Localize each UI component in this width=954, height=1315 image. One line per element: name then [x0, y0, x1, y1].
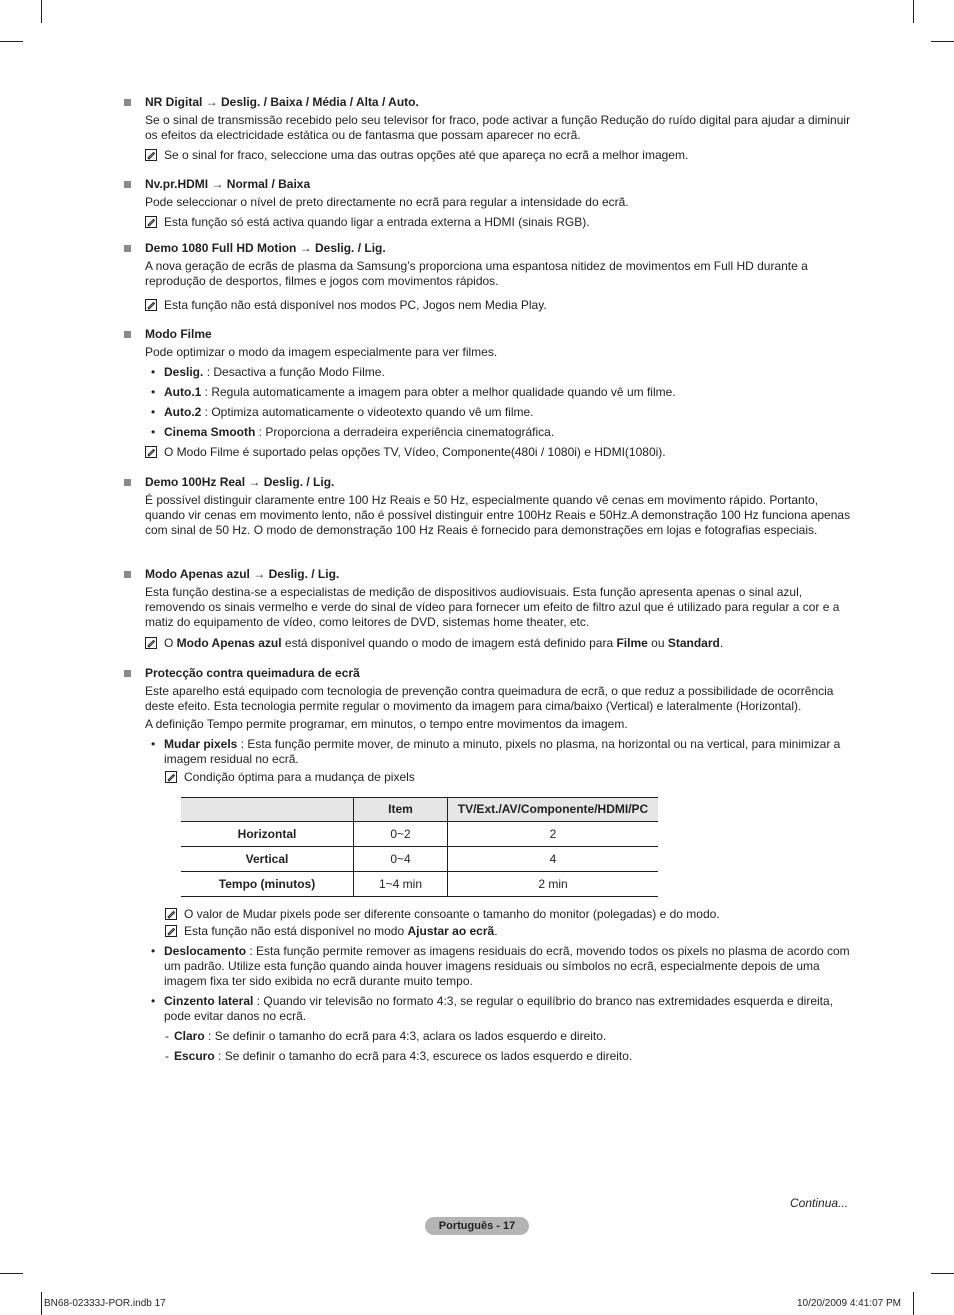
section-proteccao-continued — [124, 907, 859, 1064]
table-row: Vertical 0~4 4 — [181, 847, 658, 872]
square-bullet-icon — [124, 245, 131, 252]
page-number-badge: Português - 17 — [425, 1217, 529, 1235]
note-pencil-icon — [145, 216, 157, 228]
crop-mark — [913, 1292, 914, 1315]
list-item: • Auto.2 : Optimiza automaticamente o videotexto quando vê um filme. — [151, 405, 534, 419]
list-item: • Cinzento lateral : Quando vir televisão no formato 4:3, se regular o equilíbrio do branco nas extremidades esquerda e direita, pode evitar danos no ecrã. — [151, 994, 834, 1023]
section-body: Se o sinal de transmissão recebido pelo seu televisor for fraco, pode activar a função Redução do ruído digital para ajudar a diminuir os efeitos da electricidade estática ou de fantasma que possam aparecer no ecrã. — [145, 113, 851, 142]
section-title: Demo 100Hz Real → Deslig. / Lig. — [145, 475, 335, 489]
section-title: Modo Apenas azul → Deslig. / Lig. — [145, 567, 340, 581]
crop-mark — [913, 0, 914, 23]
section-nv-pr-hdmi — [124, 177, 859, 230]
note-text: O Modo Apenas azul está disponível quando o modo de imagem está definido para Filme ou Standard. — [164, 636, 724, 650]
note-pencil-icon — [145, 299, 157, 311]
section-proteccao-queimadura — [124, 666, 859, 785]
note-pencil-icon — [145, 446, 157, 458]
square-bullet-icon — [124, 99, 131, 106]
sub-list-item: - Claro : Se definir o tamanho do ecrã para 4:3, aclara os lados esquerdo e direito. — [165, 1029, 607, 1043]
square-bullet-icon — [124, 181, 131, 188]
crop-mark — [0, 41, 23, 42]
square-bullet-icon — [124, 571, 131, 578]
list-item: • Deslocamento : Esta função permite remover as imagens residuais do ecrã, movendo todos os pixels no plasma de acordo com um padrão. Utilize esta função quando ainda houver imagens residuais ou símbolos no ecrã, especialmente depois de uma imagem fixa ter sido exibida no ecrã durante muito tempo. — [151, 944, 850, 988]
note-text: Condição óptima para a mudança de pixels — [184, 770, 415, 784]
list-item: • Mudar pixels : Esta função permite mover, de minuto a minuto, pixels no plasma, na horizontal ou na vertical, para minimizar a imagem residual no ecrã. — [151, 737, 841, 766]
section-body: Este aparelho está equipado com tecnologia de prevenção contra queimadura de ecrã, o que reduz a possibilidade de ocorrência deste efeito. Esta tecnologia permite regular o movimento da imagem para cima/baixo (Vertical) e lateralmente (Horizontal). — [145, 684, 834, 713]
section-demo-100hz — [124, 475, 859, 538]
section-nr-digital — [124, 95, 859, 163]
crop-mark — [41, 0, 42, 23]
note-text: Esta função não está disponível no modo Ajustar ao ecrã. — [184, 924, 498, 938]
note-pencil-icon — [165, 925, 177, 937]
section-title: NR Digital → Deslig. / Baixa / Média / Alta / Auto. — [145, 95, 419, 109]
continued-label: Continua... — [790, 1196, 849, 1210]
section-body: Pode seleccionar o nível de preto directamente no ecrã para regular a intensidade do ecrã. — [145, 195, 629, 209]
section-demo-1080 — [124, 241, 859, 313]
section-body: A definição Tempo permite programar, em minutos, o tempo entre movimentos da imagem. — [145, 717, 628, 731]
note-text: Esta função só está activa quando ligar a entrada externa a HDMI (sinais RGB). — [164, 215, 590, 229]
section-modo-filme — [124, 327, 859, 460]
section-body: A nova geração de ecrãs de plasma da Samsung’s proporciona uma espantosa nitidez de movimentos em Full HD durante a reprodução de desportos, filmes e jogos com movimentos rápidos. — [145, 259, 808, 288]
print-date-label: 10/20/2009 4:41:07 PM — [797, 1298, 901, 1309]
section-title: Protecção contra queimadura de ecrã — [145, 666, 360, 680]
section-title: Modo Filme — [145, 327, 212, 341]
note-pencil-icon — [145, 149, 157, 161]
note-text: Se o sinal for fraco, seleccione uma das outras opções até que apareça no ecrã a melhor imagem. — [164, 148, 689, 162]
pixel-shift-table — [181, 797, 658, 897]
note-pencil-icon — [165, 771, 177, 783]
square-bullet-icon — [124, 670, 131, 677]
table-header-row: Item TV/Ext./AV/Componente/HDMI/PC — [181, 798, 658, 822]
square-bullet-icon — [124, 331, 131, 338]
crop-mark — [41, 1292, 42, 1315]
note-text: O Modo Filme é suportado pelas opções TV, Vídeo, Componente(480i / 1080i) e HDMI(1080i). — [164, 445, 666, 459]
list-item: • Auto.1 : Regula automaticamente a imagem para obter a melhor qualidade quando vê um filme. — [151, 385, 676, 399]
note-text: Esta função não está disponível nos modos PC, Jogos nem Media Play. — [164, 298, 547, 312]
crop-mark — [931, 41, 954, 42]
sub-list-item: - Escuro : Se definir o tamanho do ecrã para 4:3, escurece os lados esquerdo e direito. — [165, 1049, 633, 1063]
section-body: Pode optimizar o modo da imagem especialmente para ver filmes. — [145, 345, 498, 359]
table-row: Horizontal 0~2 2 — [181, 822, 658, 847]
print-file-label: BN68-02333J-POR.indb 17 — [44, 1298, 166, 1309]
section-title: Demo 1080 Full HD Motion → Deslig. / Lig. — [145, 241, 386, 255]
note-pencil-icon — [165, 908, 177, 920]
crop-mark — [931, 1273, 954, 1274]
section-modo-apenas-azul — [124, 567, 859, 651]
list-item: • Cinema Smooth : Proporciona a derradeira experiência cinematográfica. — [151, 425, 555, 439]
note-pencil-icon — [145, 637, 157, 649]
list-item: • Deslig. : Desactiva a função Modo Filme. — [151, 365, 385, 379]
note-text: O valor de Mudar pixels pode ser diferente consoante o tamanho do monitor (polegadas) e do modo. — [184, 907, 720, 921]
section-body: Esta função destina-se a especialistas de medição de dispositivos audiovisuais. Esta função apresenta apenas o sinal azul, removendo os sinais vermelho e verde do sinal de vídeo para fornecer um efeito de filtro azul que é utilizado para regular a cor e a matiz do equipamento de vídeo, como leitores de DVD, sistemas home theater, etc. — [145, 585, 840, 629]
section-title: Nv.pr.HDMI → Normal / Baixa — [145, 177, 311, 191]
table-row: Tempo (minutos) 1~4 min 2 min — [181, 872, 658, 897]
section-body: É possível distinguir claramente entre 100 Hz Reais e 50 Hz, especialmente quando vê cenas em movimento rápido. Portanto, quando vir cenas em movimento lento, não é possível distinguir entre 100Hz Reais e 50Hz.A demonstração 100 Hz funciona apenas com sinal de 50 Hz. O modo de demonstração 100 Hz Reais é fornecido para demonstrações em lojas e fotografias especiais. — [145, 493, 851, 537]
square-bullet-icon — [124, 479, 131, 486]
crop-mark — [0, 1273, 23, 1274]
